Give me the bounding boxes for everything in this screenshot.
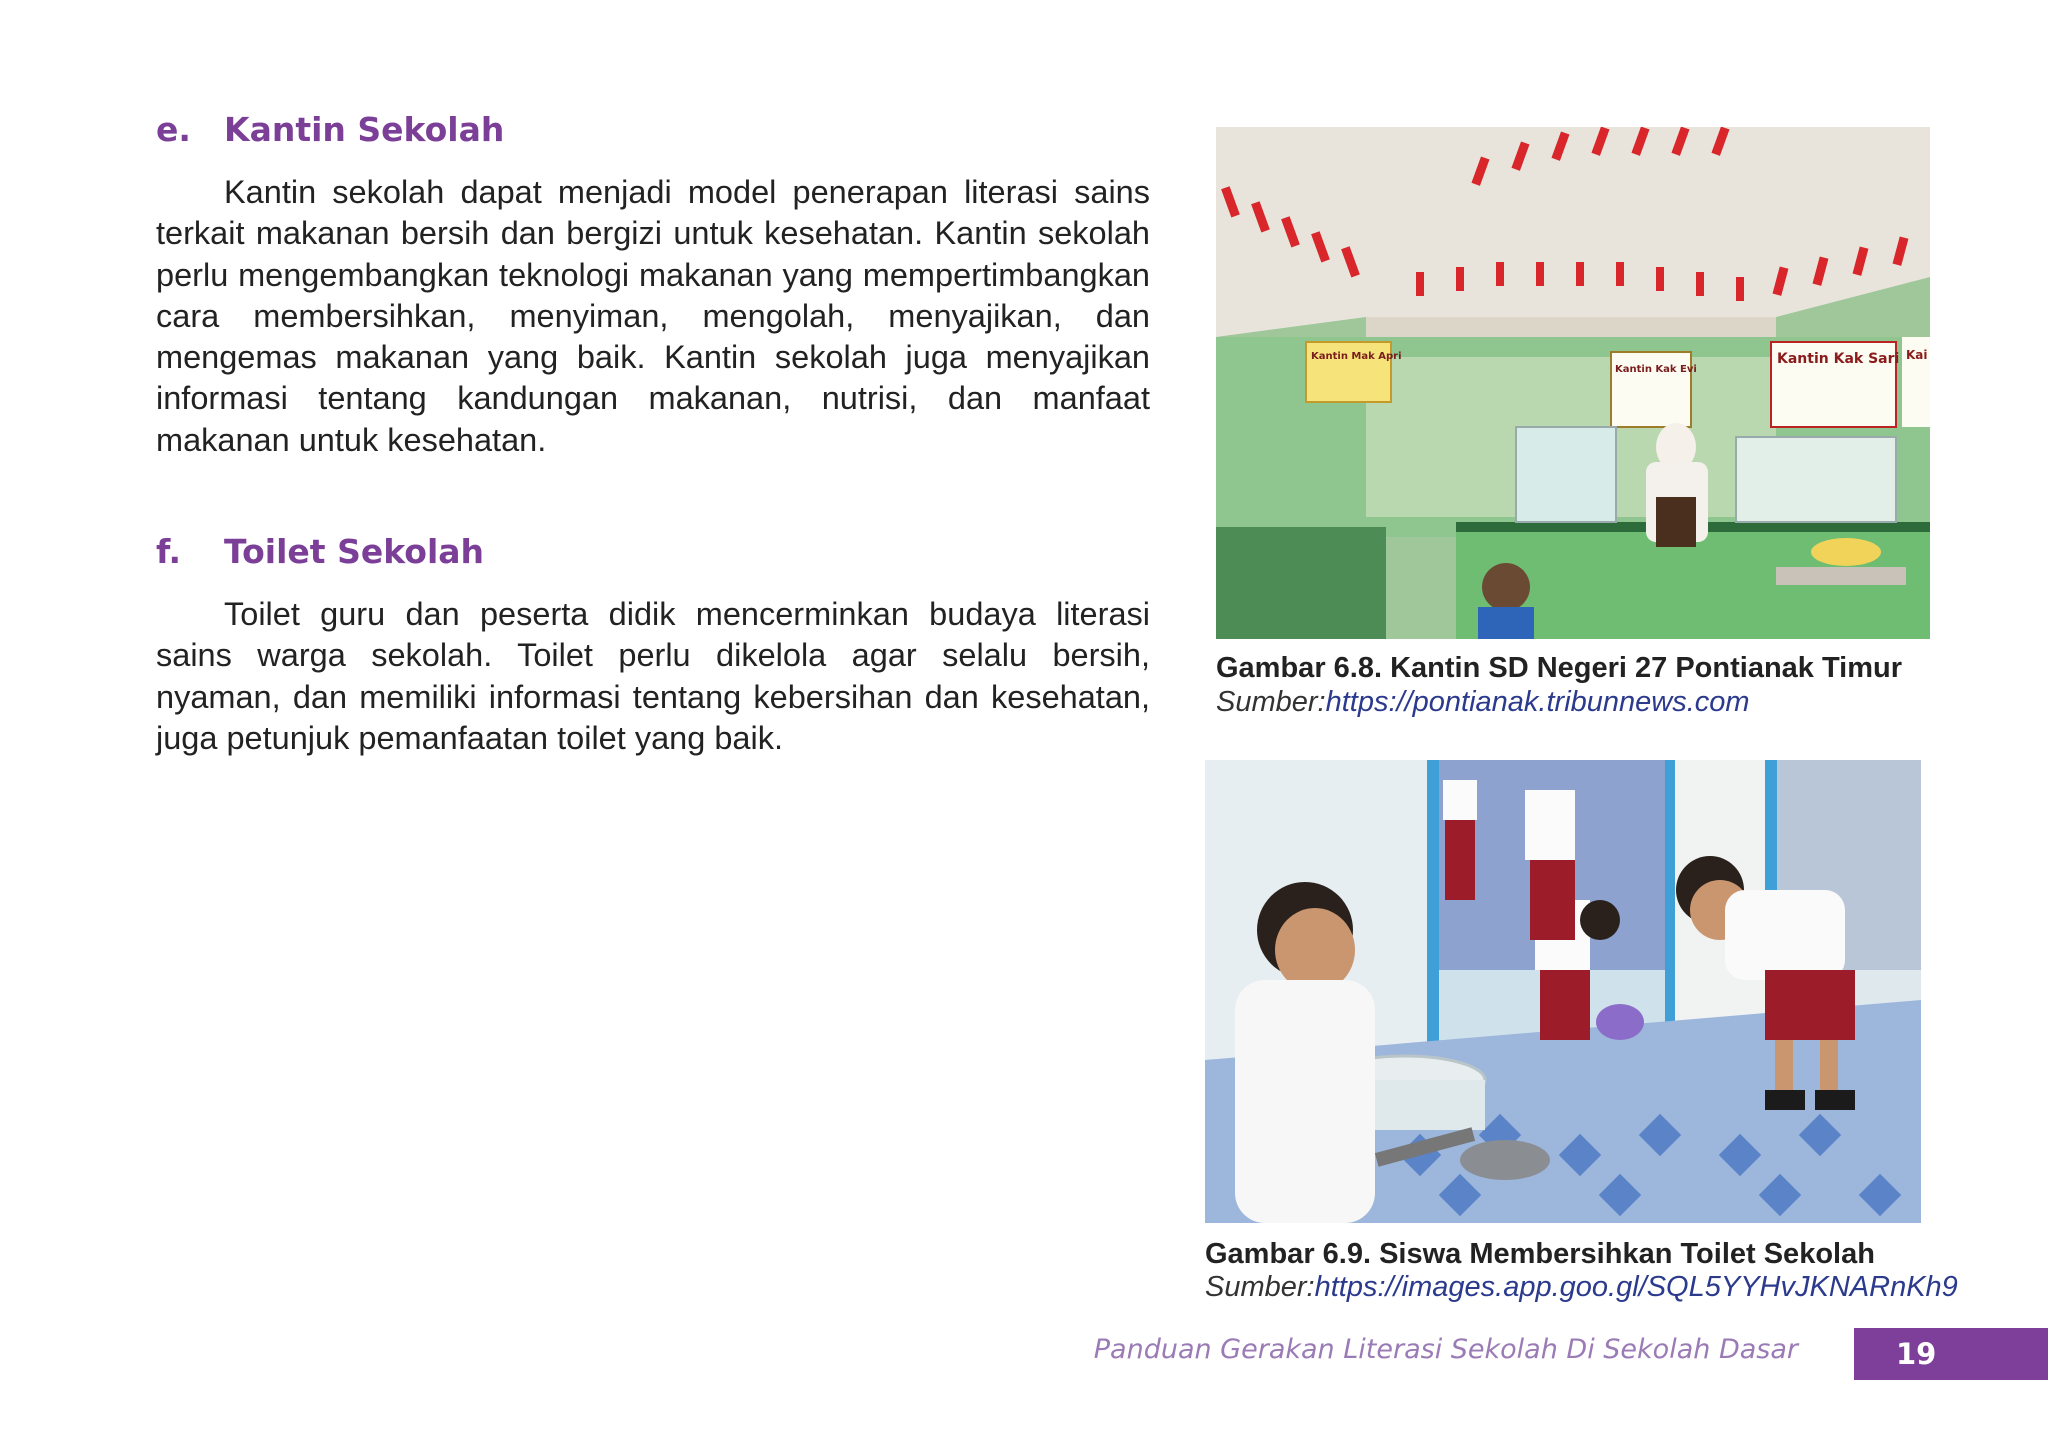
- canteen-sign: Kantin Kak Evi: [1615, 364, 1697, 375]
- figure-caption: Gambar 6.8. Kantin SD Negeri 27 Pontianak Timur: [1216, 652, 1903, 684]
- canteen-sign: Kantin Kak Sari: [1777, 351, 1900, 367]
- source-url: https://images.app.goo.gl/SQL5YYHvJKNARnKh9: [1314, 1271, 1958, 1303]
- section-body-toilet: Toilet guru dan peserta didik mencerminkan budaya literasi sains warga sekolah. Toilet perlu dikelola agar selalu bersih, nyaman, dan memiliki informasi tentang kebersihan dan kesehatan, juga petunjuk pemanfaatan toilet yang baik.: [156, 596, 1150, 756]
- toilet-photo: [1205, 760, 1921, 1223]
- section-letter: f.: [156, 532, 182, 571]
- section-letter: e.: [156, 110, 191, 149]
- section-title: Toilet Sekolah: [224, 532, 485, 571]
- source-label: Sumber:: [1216, 686, 1326, 718]
- footer-book-title: Panduan Gerakan Literasi Sekolah Di Sekolah Dasar: [1093, 1334, 1798, 1365]
- section-title: Kantin Sekolah: [224, 110, 505, 149]
- source-label: Sumber:: [1205, 1271, 1315, 1303]
- canteen-photo: [1216, 127, 1930, 639]
- section-heading-kantin: [156, 110, 504, 149]
- canteen-sign: Kantin Mak Apri: [1311, 351, 1402, 362]
- figure-source: [1205, 1271, 1958, 1304]
- section-heading-toilet: [156, 532, 484, 571]
- figure-caption: Gambar 6.9. Siswa Membersihkan Toilet Sekolah: [1205, 1238, 1875, 1270]
- source-url: https://pontianak.tribunnews.com: [1325, 686, 1750, 718]
- canteen-sign: Kai: [1906, 348, 1928, 362]
- figure-source: [1216, 686, 1750, 719]
- page-number: 19: [1854, 1328, 2048, 1380]
- section-body-kantin: Kantin sekolah dapat menjadi model penerapan literasi sains terkait makanan bersih dan bergizi untuk kesehatan. Kantin sekolah perlu mengembangkan teknologi makanan yang mempertimbangkan cara membersihkan, menyiman, mengolah, menyajikan, dan mengemas makanan yang baik. Kantin sekolah juga menyajikan informasi tentang kandungan makanan, nutrisi, dan manfaat makanan untuk kesehatan.: [156, 174, 1150, 458]
